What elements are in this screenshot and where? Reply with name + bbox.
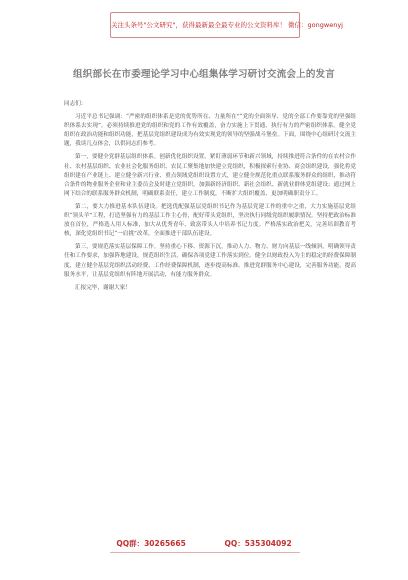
document-title: 组织部长在市委理论学习中心组集体学习研讨交流会上的发言 xyxy=(73,69,335,80)
salutation: 同志们： xyxy=(64,101,87,107)
qq-text: QQ：535304092 xyxy=(224,539,292,548)
paragraph-section-1: 第一，要健全党群基层组织体系。创新优化组织设置，紧盯薄弱环节和新兴领域，持续推进符合条件的在农村合作社、农村基层组织、农业社会化服务组织、农民工聚集地加快建立党组织，积极探索行业协、商会组织建设，强化将党组织建在产业链上、建立健全新兴行业、重点领域党组织设置方式，建立健全规范化重点联系服务群众的组织，推动符合条件的物业服务企业和业主委员会及时建立党组织，加强新经济组织、新社会组织、新就业群体党组建设；通过网上网下结合的联系服务群众机制，明确联系责任，建立工作制度，不断扩大组织覆盖，更加明确职责分工。 xyxy=(64,154,356,197)
contact-footer xyxy=(0,538,408,549)
paragraph-intro: 习近平总书记强调：“严密的组织体系是党的优势所在、力量所在”“党的全面领导、党的全部工作要靠党的坚强组织体系去实现”。必须持续推进党的组织和党的工作有效覆盖，奋力实施上下贯通、执行有力的严密组织体系。健全党组织在政治功能和组织功能，把基层党组织建设成为有效实现党的领导的坚强战斗堡垒。下面，围绕中心组研讨交流主题，我谈几点体会，以供同志们参考。 xyxy=(64,114,356,148)
promo-banner: 关注头条号"公文研究"，获得最新最全最专业的公文资料库！ 微信：gongwenyj xyxy=(110,12,300,38)
qq-group-text: QQ群：30265665 xyxy=(116,539,186,548)
footer-divider xyxy=(110,552,300,553)
paragraph-section-2: 第二，要大力推进基本队伍建设。把选优配强基层党组织书记作为基层党建工作的重中之重，大力实施基层党组织“领头羊”工程，打造坚强有力的基层工作主心骨，配好带头党组织，坚决执行同级党组织履职情况。坚持把政治标准放在首位，严格选人用人标准，加大从优秀青年、致富带头人中培养书记力度。严格落实政治把关，完善培训教育考核，深化党组织书记“一肩挑”改革，全面推进干部队伍建设。 xyxy=(64,203,356,238)
paragraph-section-3: 第三，要规范落实基层保障工作。坚持重心下移、资源下沉，推动人力、物力、财力向基层一线倾斜，明确领导责任和工作要求，加强阵地建设，规范组织生活，确保各项党建工作落实到位。健全以财政投入为主的稳定的经费保障制度，建立健全基层党组织活动经费、工作经费保障机制，逐步提高标准。推进党群服务中心建设，完善服务功能，提高服务水平，让基层党组织有阵地开展活动，有能力服务群众。 xyxy=(64,244,356,278)
closing-line: 汇报完毕，谢谢大家！ xyxy=(75,284,131,291)
document-body xyxy=(64,100,356,297)
